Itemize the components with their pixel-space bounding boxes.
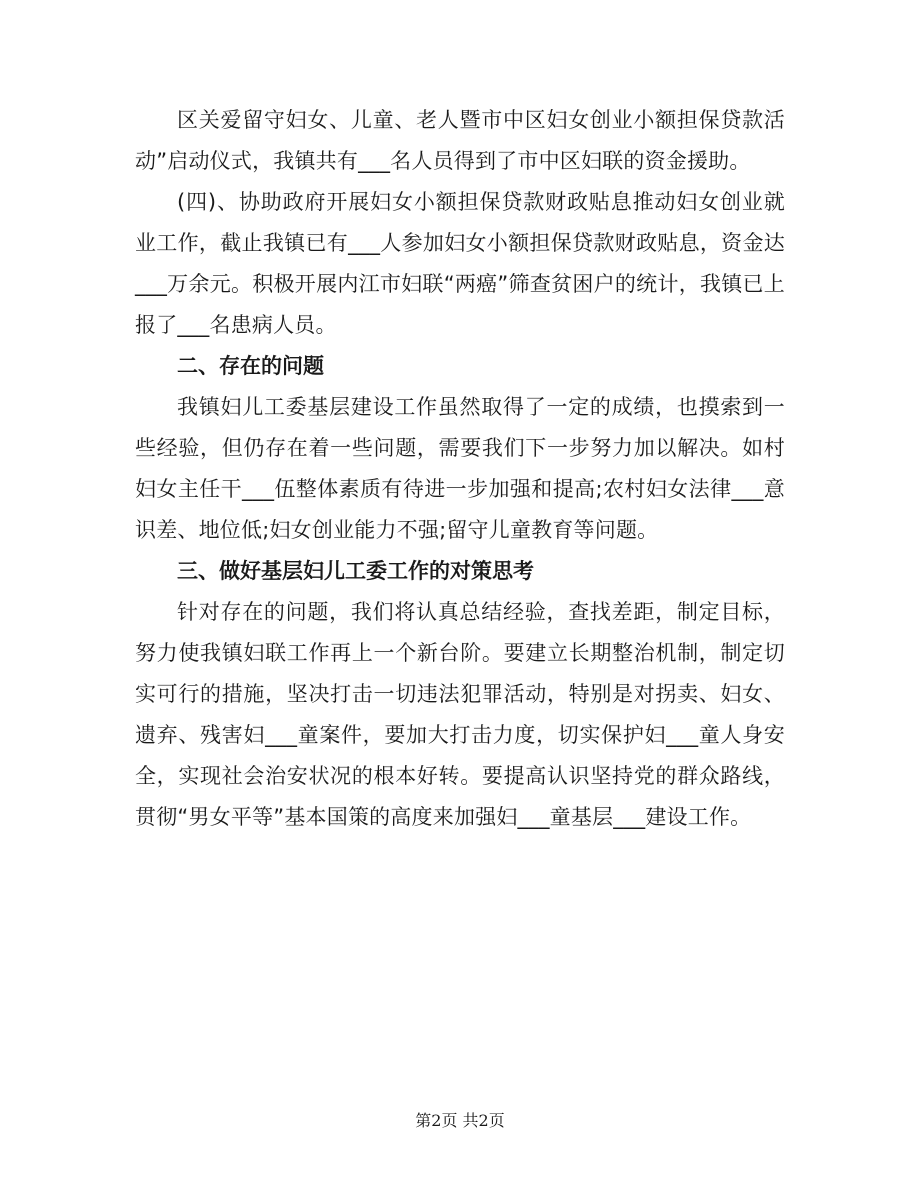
document-body [135,100,785,838]
paragraph-countermeasures: 针对存在的问题，我们将认真总结经验，查找差距，制定目标，努力使我镇妇联工作再上一个新台阶。要建立长期整治机制，制定切实可行的措施，坚决打击一切违法犯罪活动，特别是对拐卖、妇女、遗弃、残害妇___童案件，要加大打击力度，切实保护妇___童人身安全，实现社会治安状况的根本好转。要提高认识坚持党的群众路线，贯彻“男女平等”基本国策的高度来加强妇___童基层___建设工作。 [135,600,785,829]
heading-existing-problems: 二、存在的问题 [177,354,324,378]
paragraph-section-four: (四)、协助政府开展妇女小额担保贷款财政贴息推动妇女创业就业工作，截止我镇已有___人参加妇女小额担保贷款财政贴息，资金达___万余元。积极开展内江市妇联“两癌”筛查贫困户的统计，我镇已上报了___名患病人员。 [135,190,785,337]
page-number-footer: 第2页 共2页 [415,1111,505,1130]
paragraph-problems: 我镇妇儿工委基层建设工作虽然取得了一定的成绩，也摸索到一些经验，但仍存在着一些问题，需要我们下一步努力加以解决。如村妇女主任干___伍整体素质有待进一步加强和提高;农村妇女法律___意识差、地位低;妇女创业能力不强;留守儿童教育等问题。 [135,395,785,542]
paragraph-activity-funding: 区关爱留守妇女、儿童、老人暨市中区妇女创业小额担保贷款活动”启动仪式，我镇共有___名人员得到了市中区妇联的资金援助。 [135,108,785,173]
heading-countermeasures: 三、做好基层妇儿工委工作的对策思考 [177,559,534,583]
